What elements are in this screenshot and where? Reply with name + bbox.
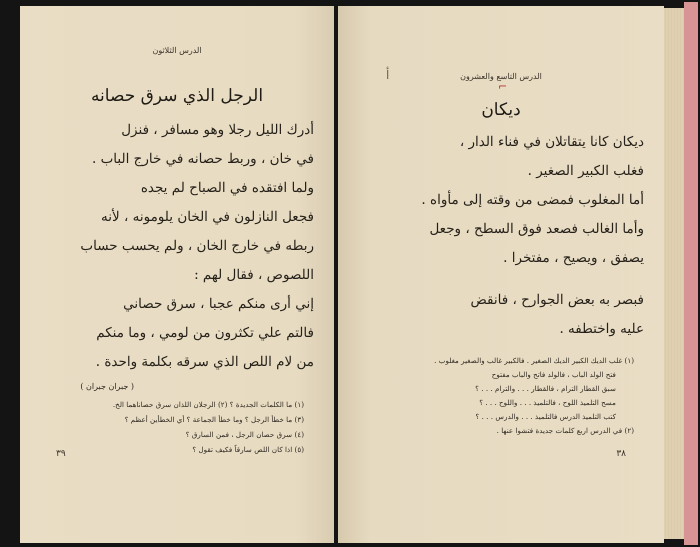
- left-note-1: (١) ما الكلمات الجديدة ؟ (٢) الرجلان اللذان سرق حصاناهما الخ.: [112, 400, 304, 409]
- left-note-4: (٥) اذا كان اللص سارقاً فكيف تقول ؟: [192, 445, 304, 454]
- left-line-1: أدرك الليل رجلا وهو مسافر ، فنزل: [121, 122, 314, 138]
- left-page: [20, 6, 334, 543]
- left-line-7: إني أرى منكم عجبا ، سرق حصاني: [123, 296, 314, 312]
- right-note-1: (١) غلب الديك الكبير الديك الصغير . فالكبير غالب والصغير مغلوب .: [434, 356, 634, 365]
- right-line-1: ديكان كانا يتقاتلان في فناء الدار ،: [459, 134, 644, 150]
- right-page-number: ٣٨: [616, 449, 626, 459]
- right-line-4: وأما الغالب فصعد فوق السطح ، وجعل: [429, 221, 644, 237]
- left-page-number: ٣٩: [56, 449, 66, 459]
- right-line-3: أما المغلوب فمضى من وقته إلى مأواه .: [421, 192, 644, 208]
- left-line-5: ربطه في خارج الخان ، ولم يحسب حساب: [80, 238, 314, 254]
- left-line-9: من لام اللص الذي سرقه بكلمة واحدة .: [95, 354, 314, 370]
- right-note-6: (٢) في الدرس اربع كلمات جديدة فتشوا عنها .: [496, 426, 634, 435]
- right-note-3: سبق القطار الترام ، فالقطار . . . والترام . . . ؟: [475, 384, 616, 393]
- left-line-8: فالتم علي تكثرون من لومي ، وما منكم: [96, 325, 314, 341]
- left-line-3: ولما افتقده في الصباح لم يجده: [140, 180, 314, 196]
- left-line-6: اللصوص ، فقال لهم :: [194, 267, 314, 283]
- left-note-2: (٣) ما خطأ الرجل ؟ وما خطأ الجماعة ؟ أي الخطأين أعظم ؟: [124, 415, 304, 424]
- right-page: [338, 6, 664, 543]
- corner-mark: أ: [386, 68, 390, 82]
- right-note-2: فتح الولد الباب ، فالولد فاتح والباب مفتوح: [491, 370, 616, 379]
- left-note-3: (٤) سرق حصان الرجل ، فمن السارق ؟: [185, 430, 304, 439]
- left-page-title: الرجل الذي سرق حصانه: [90, 86, 264, 106]
- left-line-2: في خان ، وربط حصانه في خارج الباب .: [92, 151, 314, 167]
- right-line-6: فبصر به بعض الجوارح ، فانقض: [470, 292, 644, 308]
- right-note-4: مسح التلميذ اللوح ، فالتلميذ . . . واللوح . . . ؟: [479, 398, 616, 407]
- left-page-header: الدرس الثلاثون: [152, 46, 202, 55]
- book-cover-edge: [684, 2, 698, 545]
- right-page-header: الدرس التاسع والعشرون: [460, 72, 542, 81]
- right-line-7: عليه واختطفه .: [559, 321, 644, 337]
- left-source: ( جبران جبران ): [80, 382, 134, 391]
- left-line-4: فجعل النازلون في الخان يلومونه ، لأنه: [101, 209, 314, 225]
- right-line-2: فغلب الكبير الصغير .: [527, 163, 644, 179]
- right-page-title: ديكان: [481, 100, 521, 120]
- right-line-5: يصفق ، ويصيح ، مفتخرا .: [503, 250, 644, 266]
- open-book: [2, 2, 696, 545]
- red-pen-mark: ⌐: [498, 80, 508, 93]
- right-note-5: كتب التلميذ الدرس فالتلميذ . . . والدرس . . . ؟: [475, 412, 616, 421]
